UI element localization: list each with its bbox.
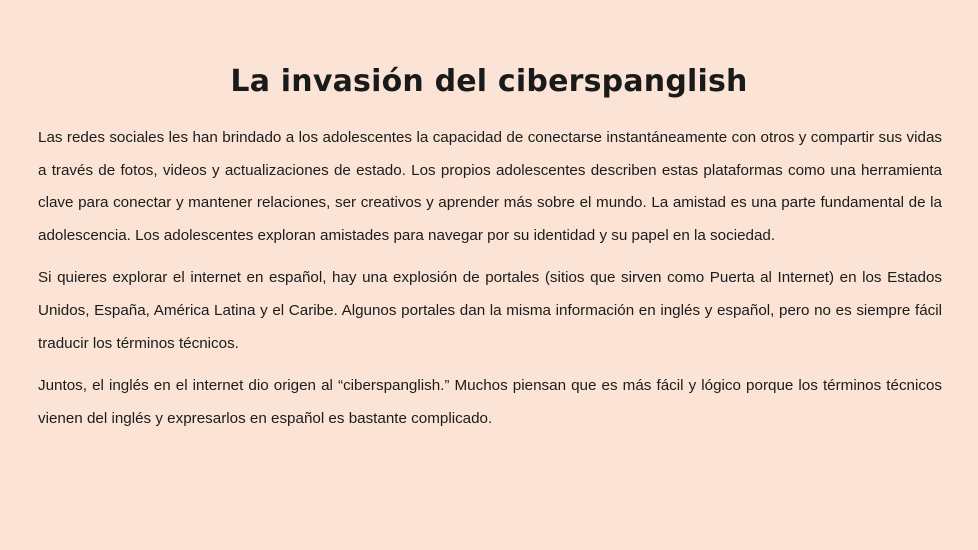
paragraph: Las redes sociales les han brindado a los adolescentes la capacidad de conectarse instantáneamente con otros y compartir sus vidas a través de fotos, videos y actualizaciones de estado. Los propios adolescentes describen estas plataformas como una herramienta clave para conectar y mantener relaciones, ser creativos y aprender más sobre el mundo. La amistad es una parte fundamental de la adolescencia. Los adolescentes exploran amistades para navegar por su identidad y su papel en la sociedad. (38, 129, 942, 244)
paragraph: Si quieres explorar el internet en español, hay una explosión de portales (sitios que sirven como Puerta al Internet) en los Estados Unidos, España, América Latina y el Caribe. Algunos portales dan la misma información en inglés y español, pero no es siempre fácil traducir los términos técnicos. (38, 269, 942, 352)
page-title: La invasión del ciberspanglish (230, 64, 748, 100)
paragraph: Juntos, el inglés en el internet dio origen al “ciberspanglish.” Muchos piensan que es más fácil y lógico porque los términos técnicos vienen del inglés y expresarlos en español es bastante complicado. (38, 377, 942, 427)
body-text-block (38, 122, 942, 435)
